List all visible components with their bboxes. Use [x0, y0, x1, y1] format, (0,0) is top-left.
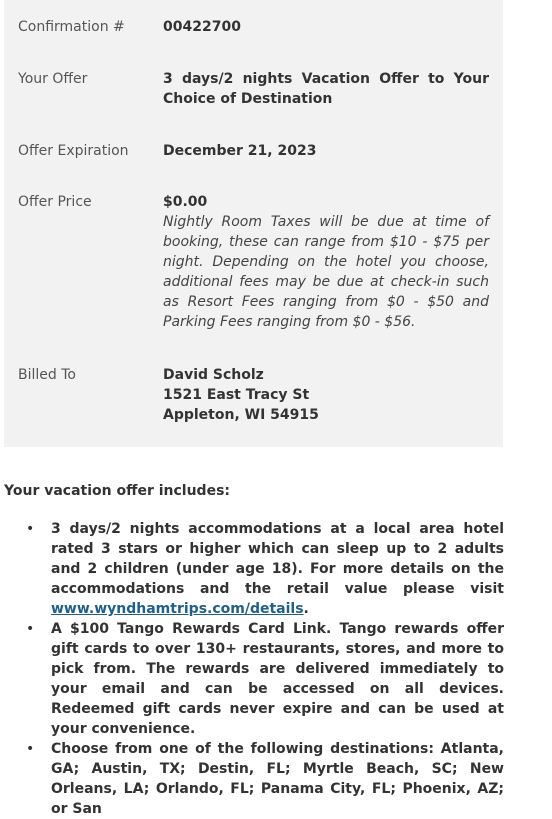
list-item: [26, 619, 504, 739]
accommodations-text: 3 days/2 nights accommodations at a local area hotel rated 3 stars or higher which can sleep up to 2 adults and 2 children (under age 18). For more details on the accommodations and the retail value please visit: [51, 521, 504, 597]
expiration-date: December 21, 2023: [163, 143, 317, 159]
bullet-icon: •: [26, 521, 35, 537]
includes-heading: Your vacation offer includes:: [4, 483, 230, 499]
confirmation-label: Confirmation #: [18, 19, 125, 35]
billing-address: [163, 365, 489, 425]
rewards-text: A $100 Tango Rewards Card Link. Tango rewards offer gift cards to over 130+ restaurants, stores, and more to pick from. The rewards are delivered immediately to your email and can be accessed on all devices. Redeemed gift cards never expire and can be used at your convenience.: [51, 621, 504, 737]
accommodations-text-end: .: [303, 601, 309, 617]
offer-description: 3 days/2 nights Vacation Offer to Your Choice of Destination: [163, 71, 489, 107]
offer-summary-panel: [4, 0, 503, 447]
list-item: [26, 739, 504, 819]
destinations-text: Choose from one of the following destinations: Atlanta, GA; Austin, TX; Destin, FL; Myrtle Beach, SC; New Orleans, LA; Orlando, FL; Panama City, FL; Phoenix, AZ; or San: [51, 741, 504, 817]
billed-name: David Scholz: [163, 367, 264, 383]
price-tax-note: Nightly Room Taxes will be due at time of booking, these can range from $10 - $75 per night. Depending on the hotel you choose, additional fees may be due at check-in such as Resort Fees ranging from $0 - $50 and Parking Fees ranging from $0 - $56.: [163, 214, 489, 330]
billed-label: Billed To: [18, 367, 76, 383]
billed-street: 1521 East Tracy St: [163, 387, 310, 403]
details-link[interactable]: www.wyndhamtrips.com/details: [51, 601, 304, 617]
price-block: [163, 192, 489, 332]
expiration-label: Offer Expiration: [18, 143, 129, 159]
includes-list: [26, 519, 504, 819]
price-value: $0.00: [163, 194, 208, 210]
bullet-icon: •: [26, 621, 35, 637]
billed-city: Appleton, WI 54915: [163, 407, 319, 423]
confirmation-number: 00422700: [163, 19, 241, 35]
price-label: Offer Price: [18, 194, 92, 210]
bullet-icon: •: [26, 741, 35, 757]
list-item: [26, 519, 504, 619]
offer-label: Your Offer: [18, 71, 88, 87]
